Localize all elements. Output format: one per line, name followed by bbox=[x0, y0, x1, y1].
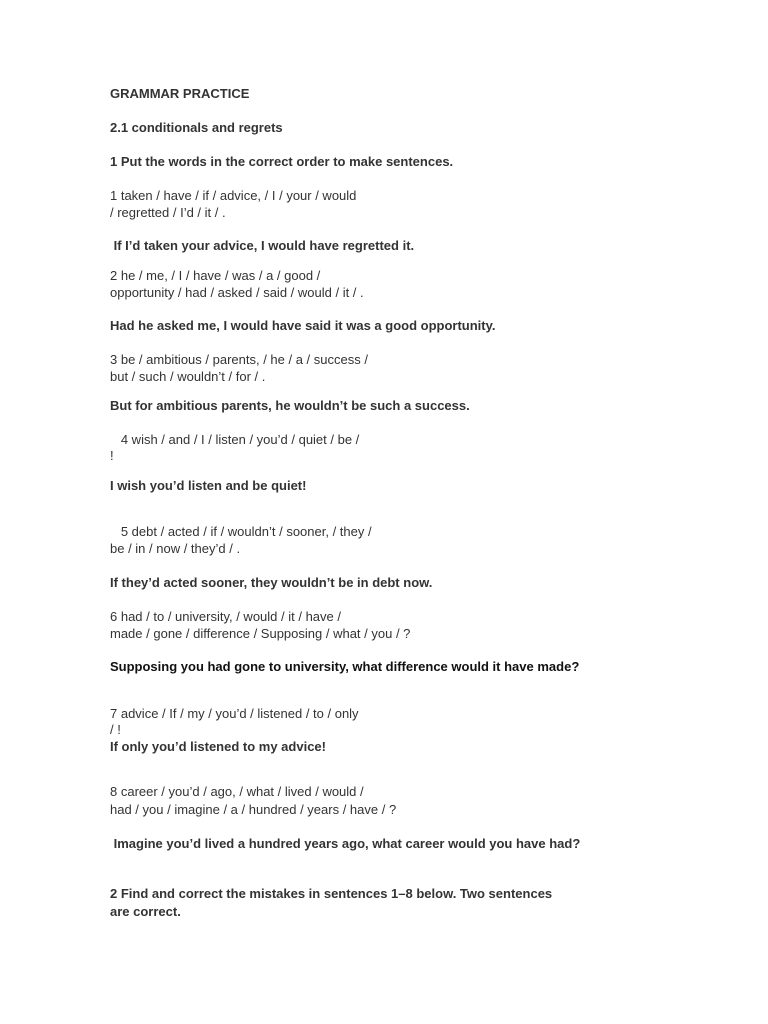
item-1-answer: If I’d taken your advice, I would have regretted it. bbox=[110, 238, 415, 253]
item-5-answer: If they’d acted sooner, they wouldn’t be in debt now. bbox=[110, 575, 433, 590]
item-6-prompt-line-2: made / gone / difference / Supposing / what / you / ? bbox=[110, 626, 411, 641]
exercise-2-instruction-line-1: 2 Find and correct the mistakes in sentences 1–8 below. Two sentences bbox=[110, 886, 553, 901]
item-2-prompt-line-2: opportunity / had / asked / said / would / it / . bbox=[110, 285, 364, 300]
item-4-prompt-line-2: ! bbox=[110, 448, 114, 463]
item-2-answer: Had he asked me, I would have said it was a good opportunity. bbox=[110, 318, 496, 333]
item-5-prompt-line-1: 5 debt / acted / if / wouldn’t / sooner, / they / bbox=[110, 524, 372, 539]
item-3-answer: But for ambitious parents, he wouldn’t be such a success. bbox=[110, 398, 470, 413]
page-title: GRAMMAR PRACTICE bbox=[110, 86, 250, 101]
item-6-answer: Supposing you had gone to university, what difference would it have made? bbox=[110, 659, 580, 674]
item-3-prompt-line-2: but / such / wouldn’t / for / . bbox=[110, 369, 266, 384]
item-4-prompt-line-1: 4 wish / and / I / listen / you’d / quiet / be / bbox=[110, 432, 360, 447]
item-1-prompt-line-2: / regretted / I’d / it / . bbox=[110, 205, 226, 220]
item-4-answer: I wish you’d listen and be quiet! bbox=[110, 478, 307, 493]
item-8-prompt-line-2: had / you / imagine / a / hundred / years / have / ? bbox=[110, 802, 397, 817]
item-5-prompt-line-2: be / in / now / they’d / . bbox=[110, 541, 241, 556]
item-8-answer: Imagine you’d lived a hundred years ago, what career would you have had? bbox=[110, 836, 581, 851]
item-7-prompt-line-2: / ! bbox=[110, 722, 121, 737]
item-1-prompt-line-1: 1 taken / have / if / advice, / I / your / would bbox=[110, 188, 357, 203]
item-8-prompt-line-1: 8 career / you’d / ago, / what / lived / would / bbox=[110, 784, 364, 799]
exercise-2-instruction-line-2: are correct. bbox=[110, 904, 181, 919]
section-heading: 2.1 conditionals and regrets bbox=[110, 120, 283, 135]
item-3-prompt-line-1: 3 be / ambitious / parents, / he / a / success / bbox=[110, 352, 368, 367]
item-7-prompt-line-1: 7 advice / If / my / you’d / listened / to / only bbox=[110, 706, 359, 721]
exercise-1-instruction: 1 Put the words in the correct order to make sentences. bbox=[110, 154, 454, 169]
item-2-prompt-line-1: 2 he / me, / I / have / was / a / good / bbox=[110, 268, 321, 283]
item-6-prompt-line-1: 6 had / to / university, / would / it / have / bbox=[110, 609, 341, 624]
item-7-answer: If only you’d listened to my advice! bbox=[110, 739, 326, 754]
